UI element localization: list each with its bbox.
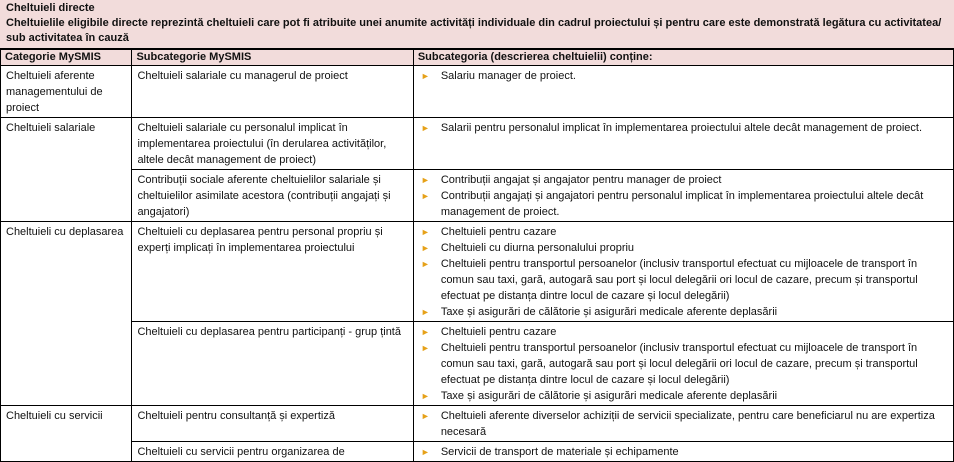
bullet-item bbox=[419, 444, 948, 460]
subcategory-cell: Cheltuieli pentru consultanță și expertiză bbox=[132, 406, 413, 442]
bullet-item bbox=[419, 388, 948, 404]
table-header-row bbox=[1, 50, 954, 66]
column-header-subcategory: Subcategorie MySMIS bbox=[132, 50, 413, 66]
description-cell bbox=[413, 66, 953, 118]
bullet-text: Cheltuieli cu diurna personalului propriu bbox=[440, 242, 635, 254]
bullet-text: Taxe și asigurări de călătorie și asigurări medicale aferente deplasării bbox=[440, 390, 778, 402]
subcategory-cell: Cheltuieli salariale cu personalul implicat în implementarea proiectului (în derularea activităților, altele decât management de proiect) bbox=[132, 118, 413, 170]
expenses-table bbox=[0, 49, 954, 462]
section-header bbox=[0, 0, 954, 49]
bullet-item bbox=[419, 188, 948, 220]
subcategory-cell: Cheltuieli cu deplasarea pentru personal propriu și experți implicați în implementarea proiectului bbox=[132, 222, 413, 322]
table-row bbox=[1, 66, 954, 118]
bullet-item bbox=[419, 408, 948, 440]
arrow-bullet-icon: ► bbox=[420, 259, 430, 269]
column-header-category: Categorie MySMIS bbox=[1, 50, 132, 66]
table-row bbox=[1, 442, 954, 462]
bullet-text: Contribuții angajat și angajator pentru manager de proiect bbox=[440, 174, 722, 186]
bullet-item bbox=[419, 224, 948, 240]
column-header-description: Subcategoria (descrierea cheltuielii) conține: bbox=[413, 50, 953, 66]
category-cell: Cheltuieli cu deplasarea bbox=[1, 222, 132, 406]
bullet-text: Salariu manager de proiect. bbox=[440, 70, 576, 82]
bullet-item bbox=[419, 304, 948, 320]
description-cell bbox=[413, 406, 953, 442]
description-cell bbox=[413, 322, 953, 406]
subcategory-cell: Cheltuieli cu deplasarea pentru participanți - grup țintă bbox=[132, 322, 413, 406]
arrow-bullet-icon: ► bbox=[420, 123, 430, 133]
arrow-bullet-icon: ► bbox=[420, 343, 430, 353]
arrow-bullet-icon: ► bbox=[420, 411, 430, 421]
table-row bbox=[1, 170, 954, 222]
subcategory-cell: Contribuții sociale aferente cheltuielilor salariale și cheltuielilor asimilate acestora (contribuții angajați și angajatori) bbox=[132, 170, 413, 222]
arrow-bullet-icon: ► bbox=[420, 71, 430, 81]
arrow-bullet-icon: ► bbox=[420, 191, 430, 201]
description-cell bbox=[413, 118, 953, 170]
bullet-item bbox=[419, 172, 948, 188]
category-cell: Cheltuieli salariale bbox=[1, 118, 132, 222]
bullet-text: Servicii de transport de materiale și echipamente bbox=[440, 446, 679, 458]
subcategory-cell: Cheltuieli cu servicii pentru organizarea de bbox=[132, 442, 413, 462]
description-cell bbox=[413, 170, 953, 222]
arrow-bullet-icon: ► bbox=[420, 243, 430, 253]
arrow-bullet-icon: ► bbox=[420, 447, 430, 457]
arrow-bullet-icon: ► bbox=[420, 307, 430, 317]
bullet-text: Cheltuieli pentru transportul persoanelor (inclusiv transportul efectuat cu mijloacele de transport în comun sau taxi, gară, autogară sau port și locul delegării ori locul de cazare, precum și transportul efectuat pe distanța dintre locul de cazare și locul delegării) bbox=[440, 258, 918, 302]
table-body bbox=[1, 66, 954, 462]
bullet-text: Taxe și asigurări de călătorie și asigurări medicale aferente deplasării bbox=[440, 306, 778, 318]
bullet-text: Salarii pentru personalul implicat în implementarea proiectului altele decât management de proiect. bbox=[440, 122, 923, 134]
section-title: Cheltuieli directe bbox=[6, 2, 95, 14]
bullet-text: Cheltuieli aferente diverselor achiziții de servicii specializate, pentru care beneficiarul nu are expertiza necesară bbox=[440, 410, 935, 438]
description-cell bbox=[413, 222, 953, 322]
section-description: Cheltuielile eligibile directe reprezintă cheltuieli care pot fi atribuite unei anumite activități individuale din cadrul proiectului și pentru care este demonstrată legătura cu activitatea/ sub activitatea în cauză bbox=[6, 17, 942, 44]
bullet-item bbox=[419, 68, 948, 84]
table-row bbox=[1, 322, 954, 406]
bullet-text: Contribuții angajați și angajatori pentru personalul implicat în implementarea proiectului altele decât management de proiect. bbox=[440, 190, 924, 218]
table-row bbox=[1, 222, 954, 322]
bullet-text: Cheltuieli pentru transportul persoanelor (inclusiv transportul efectuat cu mijloacele de transport în comun sau taxi, gară, autogară sau port și locul delegării ori locul de cazare, precum și transportul efectuat pe distanța dintre locul de cazare și locul delegării) bbox=[440, 342, 918, 386]
table-row bbox=[1, 118, 954, 170]
arrow-bullet-icon: ► bbox=[420, 227, 430, 237]
table-row bbox=[1, 406, 954, 442]
bullet-item bbox=[419, 120, 948, 136]
bullet-item bbox=[419, 324, 948, 340]
description-cell bbox=[413, 442, 953, 462]
bullet-item bbox=[419, 256, 948, 304]
bullet-text: Cheltuieli pentru cazare bbox=[440, 326, 557, 338]
arrow-bullet-icon: ► bbox=[420, 391, 430, 401]
arrow-bullet-icon: ► bbox=[420, 175, 430, 185]
arrow-bullet-icon: ► bbox=[420, 327, 430, 337]
bullet-text: Cheltuieli pentru cazare bbox=[440, 226, 557, 238]
bullet-item bbox=[419, 240, 948, 256]
category-cell: Cheltuieli cu servicii bbox=[1, 406, 132, 462]
subcategory-cell: Cheltuieli salariale cu managerul de proiect bbox=[132, 66, 413, 118]
bullet-item bbox=[419, 340, 948, 388]
category-cell: Cheltuieli aferente managementului de proiect bbox=[1, 66, 132, 118]
